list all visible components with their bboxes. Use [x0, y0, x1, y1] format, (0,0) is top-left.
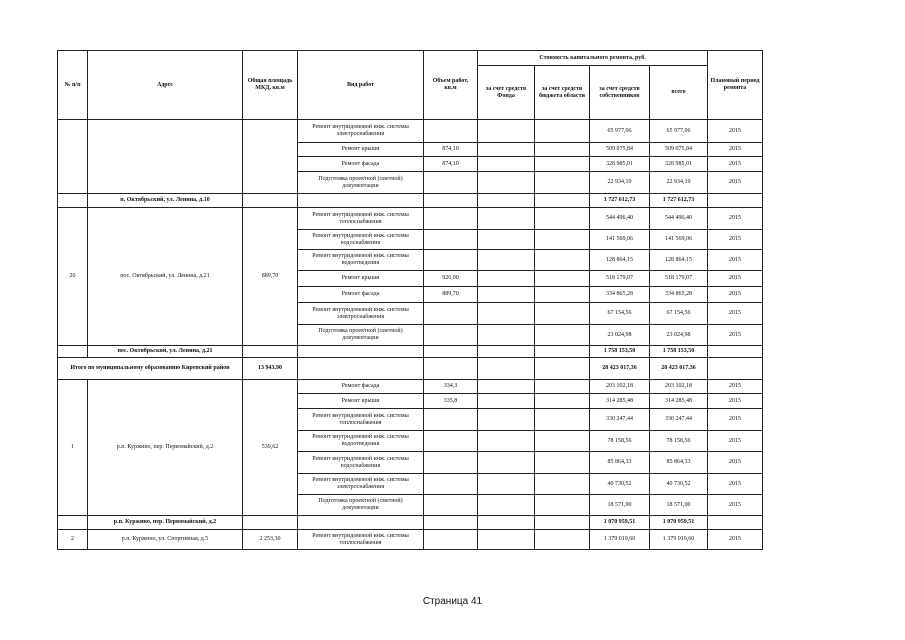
budget-cell	[535, 495, 590, 516]
budget-cell	[535, 409, 590, 431]
municipal-total-label: Итого по муниципальному образованию Киренский район	[58, 358, 243, 380]
budget-cell	[535, 474, 590, 495]
address-cell: р.п. Куржино, ул. Спортивная, д.5	[88, 530, 243, 550]
volume-cell	[424, 172, 478, 194]
subtotal-label: п. Октябрьский, ул. Ленина, д.10	[88, 194, 243, 208]
volume-cell: 874,10	[424, 143, 478, 157]
owners-cost-cell: 518 179,07	[590, 271, 650, 287]
fund-cell	[478, 120, 535, 143]
subtotal-total: 1 758 153,50	[650, 346, 708, 358]
row-number-cell: 1	[58, 380, 88, 516]
total-cost-cell: 85 864,33	[650, 452, 708, 474]
header-volume: Объем работ, кв.м	[424, 51, 478, 120]
fund-cell	[478, 250, 535, 271]
subtotal-budget	[535, 516, 590, 530]
work-type-cell: Ремонт внутридомовой инж. системы теплоснабжения	[298, 530, 424, 550]
subtotal-period	[708, 516, 763, 530]
volume-cell	[424, 409, 478, 431]
fund-cell	[478, 143, 535, 157]
budget-cell	[535, 250, 590, 271]
fund-cell	[478, 380, 535, 394]
total-cost-cell: 18 571,00	[650, 495, 708, 516]
budget-cell	[535, 394, 590, 409]
page-footer: Страница 41	[422, 596, 483, 607]
fund-cell	[478, 230, 535, 250]
owners-cost-cell: 22 934,19	[590, 172, 650, 194]
owners-cost-cell: 78 158,56	[590, 431, 650, 452]
fund-cell	[478, 409, 535, 431]
volume-cell: 335,8	[424, 394, 478, 409]
subtotal-owners: 1 070 959,51	[590, 516, 650, 530]
budget-cell	[535, 172, 590, 194]
address-cell: пос. Октябрьский, ул. Ленина, д.21	[88, 208, 243, 346]
fund-cell	[478, 394, 535, 409]
total-cost-cell: 128 864,15	[650, 250, 708, 271]
subtotal-spacer	[58, 346, 88, 358]
work-type-cell: Подготовка проектной (сметной) документации	[298, 325, 424, 346]
work-type-cell: Ремонт фасада	[298, 380, 424, 394]
work-type-cell: Подготовка проектной (сметной) документации	[298, 172, 424, 194]
subtotal-volume	[424, 194, 478, 208]
volume-cell: 889,70	[424, 287, 478, 303]
address-cell	[88, 120, 243, 194]
volume-cell	[424, 120, 478, 143]
period-cell: 2015	[708, 394, 763, 409]
owners-cost-cell: 85 864,33	[590, 452, 650, 474]
budget-cell	[535, 530, 590, 550]
owners-cost-cell: 330 247,44	[590, 409, 650, 431]
municipal-total-budget	[535, 358, 590, 380]
total-cost-cell: 65 977,06	[650, 120, 708, 143]
period-cell: 2015	[708, 271, 763, 287]
work-type-cell: Ремонт внутридомовой инж. системы электроснабжения	[298, 303, 424, 325]
volume-cell	[424, 250, 478, 271]
budget-cell	[535, 271, 590, 287]
subtotal-work	[298, 194, 424, 208]
fund-cell	[478, 431, 535, 452]
header-work: Вид работ	[298, 51, 424, 120]
header-area: Общая площадь МКД, кв.м	[243, 51, 298, 120]
area-cell	[243, 120, 298, 194]
work-type-cell: Ремонт внутридомовой инж. системы электроснабжения	[298, 474, 424, 495]
subtotal-budget	[535, 346, 590, 358]
volume-cell	[424, 303, 478, 325]
fund-cell	[478, 271, 535, 287]
header-total: всего	[650, 66, 708, 120]
row-number-cell: 2	[58, 530, 88, 550]
subtotal-total: 1 070 959,51	[650, 516, 708, 530]
work-type-cell: Ремонт внутридомовой инж. системы водоснабжения	[298, 230, 424, 250]
subtotal-area	[243, 516, 298, 530]
subtotal-label: пос. Октябрьский, ул. Ленина, д.21	[88, 346, 243, 358]
period-cell: 2015	[708, 495, 763, 516]
subtotal-period	[708, 346, 763, 358]
volume-cell	[424, 495, 478, 516]
work-type-cell: Ремонт внутридомовой инж. системы теплоснабжения	[298, 409, 424, 431]
work-type-cell: Ремонт фасада	[298, 287, 424, 303]
total-cost-cell: 544 496,40	[650, 208, 708, 230]
table-body	[58, 120, 763, 550]
period-cell: 2015	[708, 431, 763, 452]
table-row	[58, 120, 763, 143]
fund-cell	[478, 325, 535, 346]
owners-cost-cell: 18 571,00	[590, 495, 650, 516]
address-cell: р.п. Куржино, пер. Первомайский, д.2	[88, 380, 243, 516]
work-type-cell: Ремонт крыши	[298, 143, 424, 157]
subtotal-spacer	[58, 516, 88, 530]
subtotal-row	[58, 516, 763, 530]
subtotal-fund	[478, 194, 535, 208]
subtotal-spacer	[58, 194, 88, 208]
table-row	[58, 530, 763, 550]
budget-cell	[535, 380, 590, 394]
volume-cell: 334,3	[424, 380, 478, 394]
total-cost-cell: 330 247,44	[650, 409, 708, 431]
subtotal-work	[298, 516, 424, 530]
period-cell: 2015	[708, 452, 763, 474]
owners-cost-cell: 128 864,15	[590, 250, 650, 271]
row-number-cell	[58, 120, 88, 194]
owners-cost-cell: 328 985,01	[590, 157, 650, 172]
volume-cell	[424, 530, 478, 550]
table-row	[58, 208, 763, 230]
document-table-area	[57, 50, 762, 567]
work-type-cell: Подготовка проектной (сметной) документации	[298, 495, 424, 516]
volume-cell	[424, 230, 478, 250]
subtotal-fund	[478, 516, 535, 530]
total-cost-cell: 141 569,06	[650, 230, 708, 250]
repair-plan-table	[57, 50, 763, 550]
period-cell: 2015	[708, 303, 763, 325]
fund-cell	[478, 157, 535, 172]
total-cost-cell: 40 730,52	[650, 474, 708, 495]
subtotal-budget	[535, 194, 590, 208]
subtotal-work	[298, 346, 424, 358]
owners-cost-cell: 141 569,06	[590, 230, 650, 250]
subtotal-label: р.п. Куржино, пер. Первомайский, д.2	[88, 516, 243, 530]
fund-cell	[478, 452, 535, 474]
budget-cell	[535, 230, 590, 250]
period-cell: 2015	[708, 143, 763, 157]
fund-cell	[478, 172, 535, 194]
period-cell: 2015	[708, 380, 763, 394]
subtotal-row	[58, 346, 763, 358]
owners-cost-cell: 334 865,28	[590, 287, 650, 303]
owners-cost-cell: 65 977,06	[590, 120, 650, 143]
total-cost-cell: 509 075,84	[650, 143, 708, 157]
period-cell: 2015	[708, 250, 763, 271]
work-type-cell: Ремонт внутридомовой инж. системы электроснабжения	[298, 120, 424, 143]
volume-cell	[424, 325, 478, 346]
subtotal-total: 1 727 612,73	[650, 194, 708, 208]
fund-cell	[478, 208, 535, 230]
total-cost-cell: 67 154,56	[650, 303, 708, 325]
owners-cost-cell: 40 730,52	[590, 474, 650, 495]
subtotal-owners: 1 727 612,73	[590, 194, 650, 208]
volume-cell	[424, 474, 478, 495]
budget-cell	[535, 431, 590, 452]
period-cell: 2015	[708, 409, 763, 431]
total-cost-cell: 22 934,19	[650, 172, 708, 194]
subtotal-area	[243, 346, 298, 358]
subtotal-row	[58, 194, 763, 208]
fund-cell	[478, 495, 535, 516]
owners-cost-cell: 203 102,18	[590, 380, 650, 394]
header-fund: за счет средств Фонда	[478, 66, 535, 120]
period-cell: 2015	[708, 530, 763, 550]
subtotal-owners: 1 758 153,50	[590, 346, 650, 358]
volume-cell: 874,10	[424, 157, 478, 172]
subtotal-area	[243, 194, 298, 208]
total-cost-cell: 1 379 019,60	[650, 530, 708, 550]
volume-cell	[424, 452, 478, 474]
header-cost-group: Стоимость капитального ремонта, руб.	[478, 51, 708, 66]
total-cost-cell: 334 865,28	[650, 287, 708, 303]
period-cell: 2015	[708, 172, 763, 194]
total-cost-cell: 518 179,07	[650, 271, 708, 287]
owners-cost-cell: 314 285,48	[590, 394, 650, 409]
period-cell: 2015	[708, 120, 763, 143]
total-cost-cell: 328 985,01	[650, 157, 708, 172]
owners-cost-cell: 509 075,84	[590, 143, 650, 157]
work-type-cell: Ремонт внутридомовой инж. системы водоотведения	[298, 250, 424, 271]
budget-cell	[535, 325, 590, 346]
work-type-cell: Ремонт внутридомовой инж. системы водоснабжения	[298, 452, 424, 474]
total-cost-cell: 23 024,98	[650, 325, 708, 346]
period-cell: 2015	[708, 157, 763, 172]
municipal-total-row	[58, 358, 763, 380]
period-cell: 2015	[708, 474, 763, 495]
area-cell: 2 253,30	[243, 530, 298, 550]
header-budget: за счет средств бюджета области	[535, 66, 590, 120]
budget-cell	[535, 452, 590, 474]
municipal-total-total: 28 423 017,36	[650, 358, 708, 380]
municipal-total-volume	[424, 358, 478, 380]
fund-cell	[478, 303, 535, 325]
volume-cell	[424, 208, 478, 230]
period-cell: 2015	[708, 287, 763, 303]
owners-cost-cell: 67 154,56	[590, 303, 650, 325]
period-cell: 2015	[708, 208, 763, 230]
period-cell: 2015	[708, 230, 763, 250]
work-type-cell: Ремонт внутридомовой инж. системы теплоснабжения	[298, 208, 424, 230]
subtotal-volume	[424, 516, 478, 530]
budget-cell	[535, 303, 590, 325]
subtotal-period	[708, 194, 763, 208]
budget-cell	[535, 208, 590, 230]
total-cost-cell: 78 158,56	[650, 431, 708, 452]
work-type-cell: Ремонт внутридомовой инж. системы водоотведения	[298, 431, 424, 452]
budget-cell	[535, 287, 590, 303]
work-type-cell: Ремонт крыши	[298, 394, 424, 409]
fund-cell	[478, 530, 535, 550]
total-cost-cell: 203 102,18	[650, 380, 708, 394]
volume-cell: 926,00	[424, 271, 478, 287]
area-cell: 889,70	[243, 208, 298, 346]
owners-cost-cell: 1 379 019,60	[590, 530, 650, 550]
owners-cost-cell: 23 024,98	[590, 325, 650, 346]
header-owners: за счет средств собственников	[590, 66, 650, 120]
owners-cost-cell: 544 496,40	[590, 208, 650, 230]
municipal-total-period	[708, 358, 763, 380]
table-row	[58, 380, 763, 394]
header-no: № п/п	[58, 51, 88, 120]
total-cost-cell: 314 285,48	[650, 394, 708, 409]
budget-cell	[535, 157, 590, 172]
work-type-cell: Ремонт фасада	[298, 157, 424, 172]
header-address: Адрес	[88, 51, 243, 120]
municipal-total-area: 13 943,90	[243, 358, 298, 380]
budget-cell	[535, 120, 590, 143]
header-period: Плановый период ремонта	[708, 51, 763, 120]
budget-cell	[535, 143, 590, 157]
fund-cell	[478, 287, 535, 303]
period-cell: 2015	[708, 325, 763, 346]
subtotal-fund	[478, 346, 535, 358]
municipal-total-work	[298, 358, 424, 380]
fund-cell	[478, 474, 535, 495]
subtotal-volume	[424, 346, 478, 358]
municipal-total-owners: 28 423 017,36	[590, 358, 650, 380]
municipal-total-fund	[478, 358, 535, 380]
volume-cell	[424, 431, 478, 452]
row-number-cell: 20	[58, 208, 88, 346]
area-cell: 539,62	[243, 380, 298, 516]
work-type-cell: Ремонт крыши	[298, 271, 424, 287]
